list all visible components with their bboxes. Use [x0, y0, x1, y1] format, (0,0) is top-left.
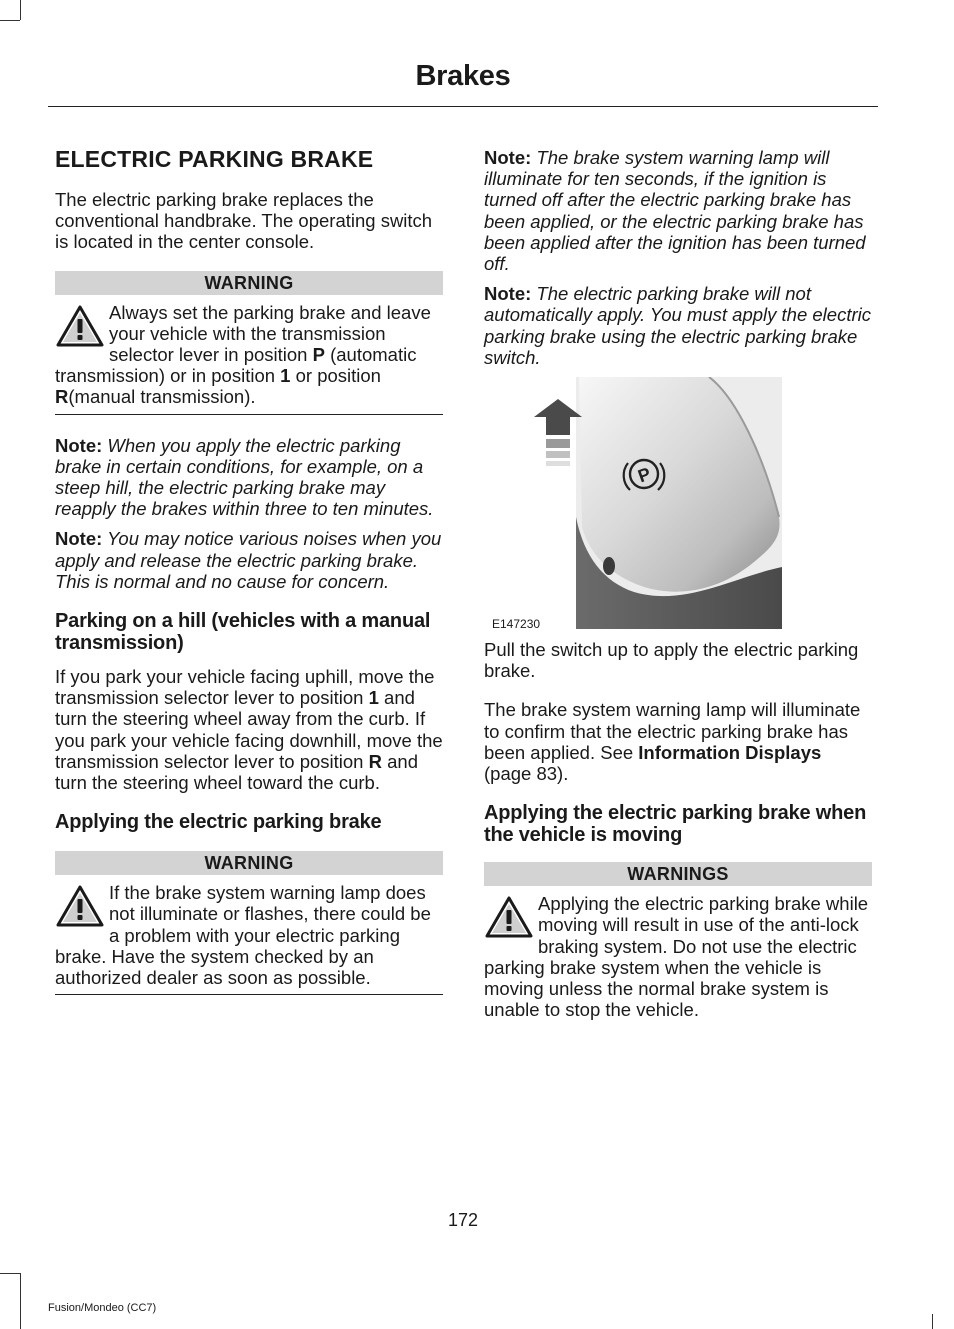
gear-r: R: [368, 750, 382, 772]
warning-triangle-icon: [55, 304, 105, 348]
left-column: [55, 146, 443, 1015]
warning-text: Always set the parking brake and leave your vehicle with the transmission selector lever in position: [109, 301, 431, 366]
warning-text: Applying the electric parking brake while moving will result in use of the anti-lock braking system. Do not use the electric parking brake system when the vehicle is moving unless the normal brake system is unable to stop the vehicle.: [484, 893, 869, 1021]
right-column: [484, 147, 872, 1046]
subsection-heading: Applying the electric parking brake: [55, 811, 382, 834]
note-text: You may notice various noises when you apply and release the electric parking brake. This is normal and no cause for concern.: [55, 528, 442, 592]
subsection-heading: Applying the electric parking brake when the vehicle is moving: [484, 802, 867, 847]
warning-text: (automatic transmission) or in position: [55, 344, 417, 387]
paragraph-text: The brake system warning lamp will illuminate to confirm that the electric parking brake has been applied. See: [484, 699, 861, 763]
warning-box: [55, 875, 443, 995]
warning-triangle-icon: [484, 895, 534, 939]
warning-text: (manual transmission).: [68, 386, 256, 408]
warning-triangle-icon: [55, 884, 105, 928]
paragraph-text: (page 83).: [484, 763, 569, 785]
page-number: 172: [447, 1210, 479, 1230]
crop-mark: [0, 1273, 20, 1274]
note-text: The brake system warning lamp will illuminate for ten seconds, if the ignition is turned off after the electric parking brake has been applied, or the electric parking brake has been applied after the ignition has been turned off.: [484, 147, 866, 275]
note-text: The electric parking brake will not automatically apply. You must apply the electric parking brake using the electric parking brake switch.: [484, 283, 871, 368]
gear-r: R: [55, 386, 69, 408]
warning-header: WARNINGS: [484, 862, 872, 886]
warning-box: [55, 295, 443, 415]
crop-mark: [932, 1314, 933, 1329]
warning-text: If the brake system warning lamp does not illuminate or flashes, there could be a problem with your electric parking brake. Have the system checked by an authorized dealer as soon as possible.: [55, 882, 431, 989]
note: [55, 435, 443, 520]
warning-text: or position: [290, 365, 381, 387]
paragraph-text: and turn the steering wheel away from the curb. If you park your vehicle facing downhill, move the transmission selector lever to position: [55, 687, 443, 772]
note-label: Note:: [484, 283, 532, 305]
cross-reference-link[interactable]: Information Displays: [638, 741, 822, 763]
gear-p: P: [312, 344, 325, 366]
figure-id: E147230: [492, 617, 541, 632]
note: [484, 283, 872, 368]
paragraph-text: and turn the steering wheel toward the curb.: [55, 750, 418, 794]
page-title: Brakes: [415, 60, 511, 92]
parking-brake-switch-figure: [484, 377, 872, 633]
note-label: Note:: [55, 528, 103, 550]
header-divider: [48, 106, 878, 107]
warning-box: [484, 886, 872, 1026]
gear-1: 1: [368, 687, 379, 709]
warning-header: WARNING: [55, 851, 443, 875]
warning-header: WARNING: [55, 271, 443, 295]
intro-paragraph: The electric parking brake replaces the conventional handbrake. The operating switch is located in the center console.: [55, 189, 433, 253]
parking-brake-switch-illustration: [484, 377, 872, 633]
note-label: Note:: [484, 147, 532, 168]
note-text: When you apply the electric parking brake in certain conditions, for example, on a steep hill, the electric parking brake may reapply the brakes within three to ten minutes.: [55, 434, 434, 520]
switch-symbol-text: P: [635, 463, 654, 487]
pull-paragraph: Pull the switch up to apply the electric parking brake.: [484, 639, 859, 682]
gear-1: 1: [280, 365, 291, 387]
crop-mark: [20, 1273, 21, 1329]
lamp-paragraph: [484, 699, 872, 784]
crop-mark: [0, 20, 20, 21]
arrow-up-icon: [534, 399, 582, 466]
hill-paragraph: [55, 666, 443, 793]
note: [55, 528, 443, 592]
note: [484, 147, 872, 274]
subsection-heading: Parking on a hill (vehicles with a manual transmission): [55, 610, 431, 655]
section-heading: ELECTRIC PARKING BRAKE: [55, 146, 374, 172]
note-label: Note:: [55, 434, 103, 456]
crop-mark: [20, 0, 21, 20]
footer-model: Fusion/Mondeo (CC7): [48, 1302, 157, 1314]
paragraph-text: If you park your vehicle facing uphill, move the transmission selector lever to position: [55, 666, 435, 709]
